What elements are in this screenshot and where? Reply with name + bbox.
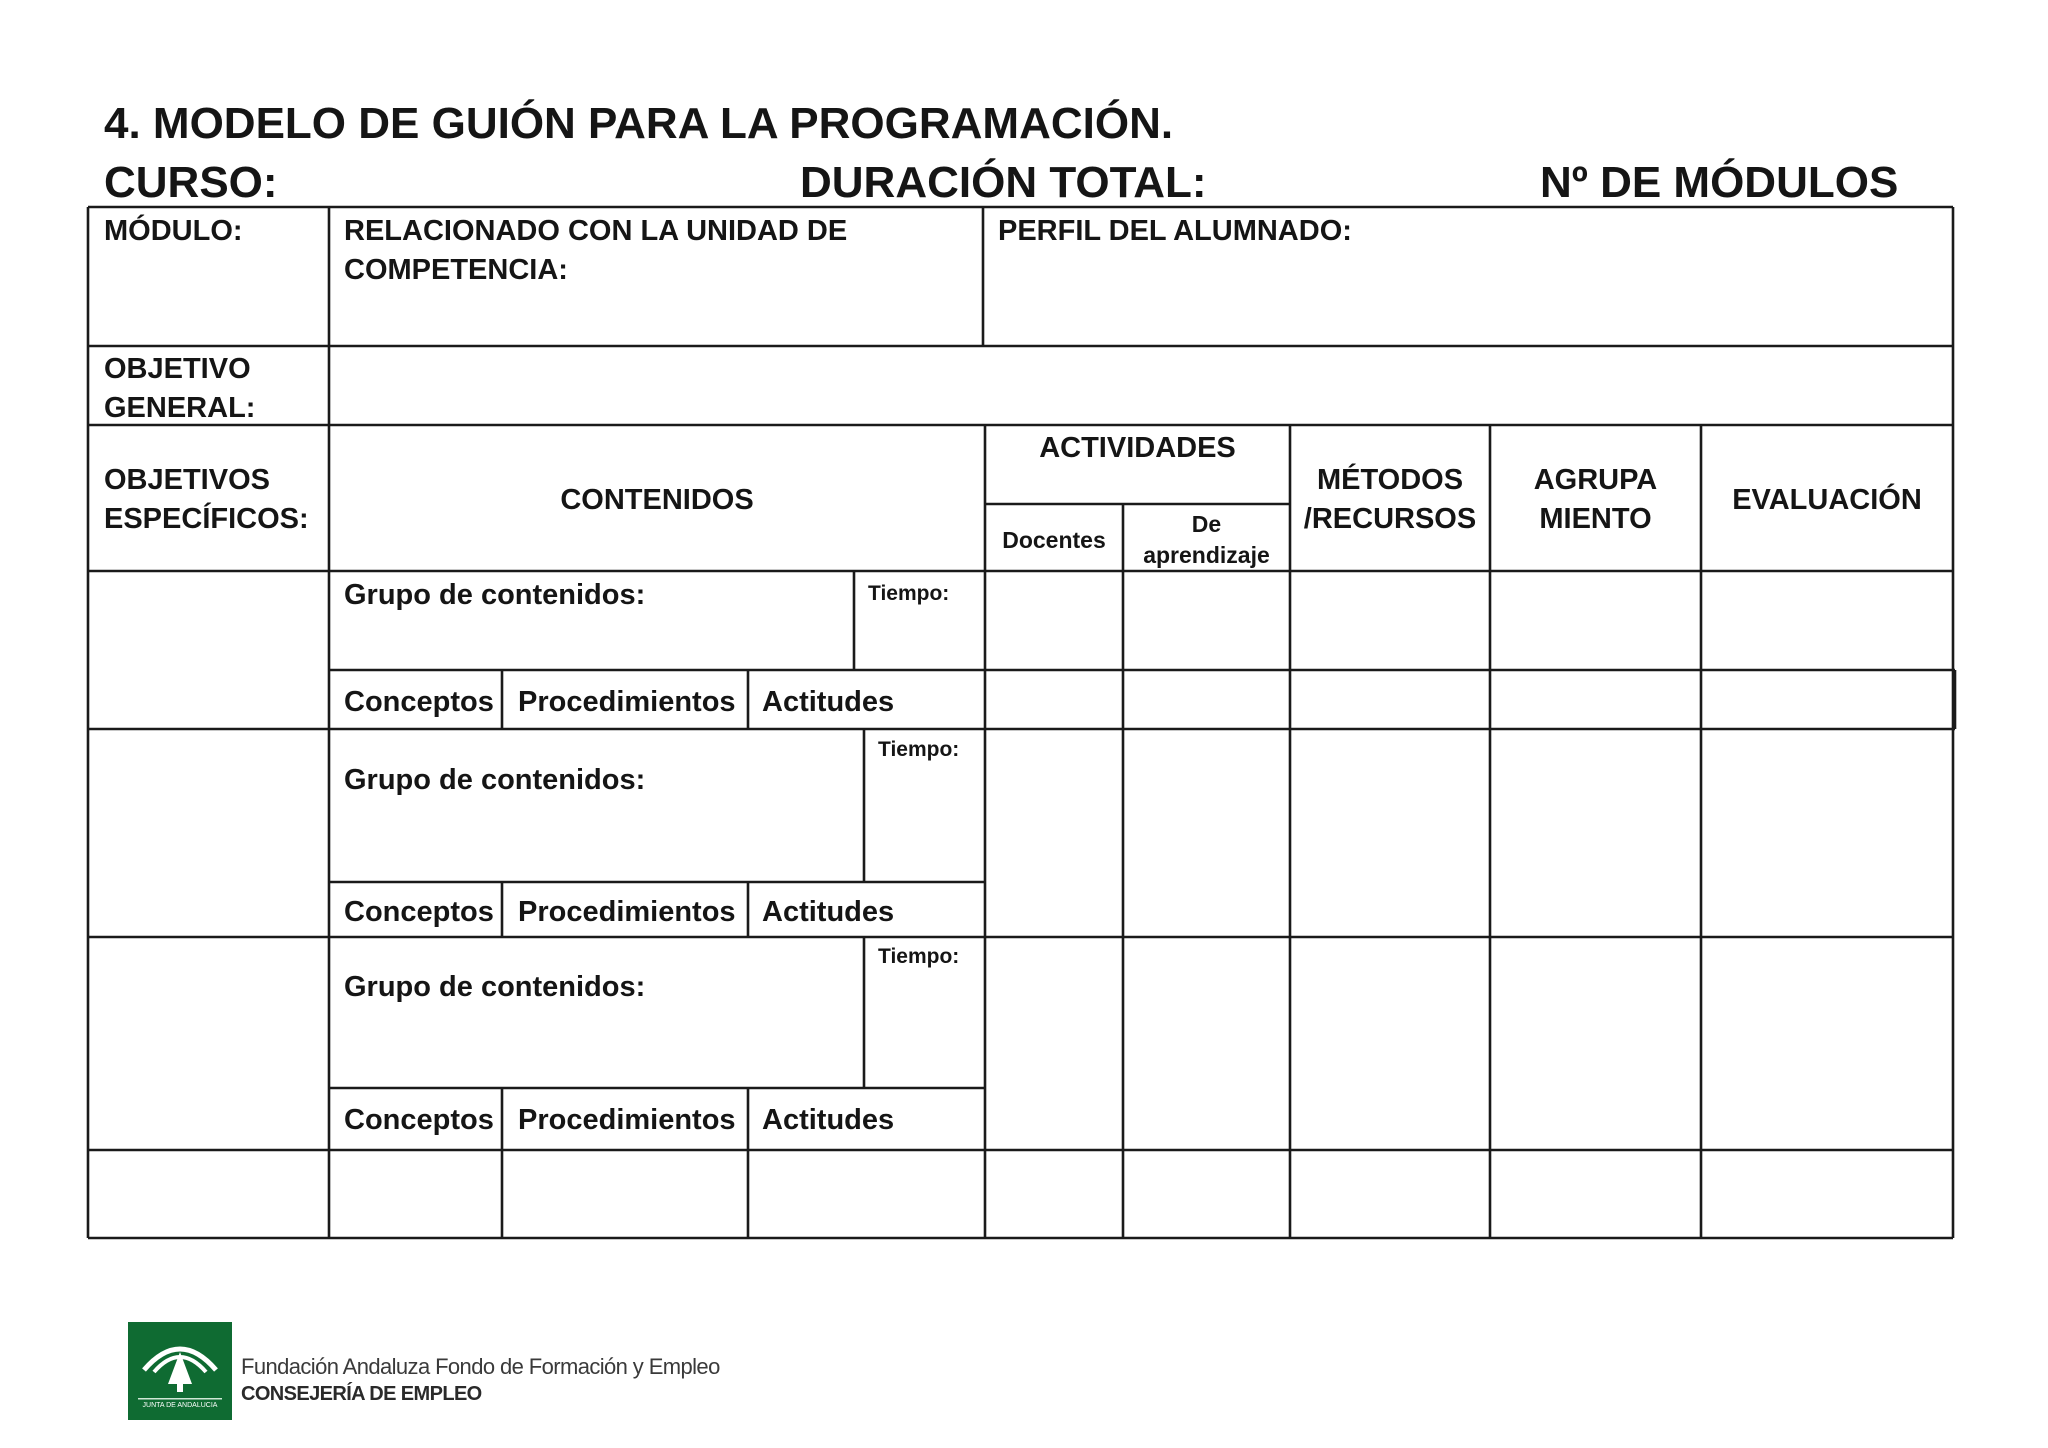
duracion-label: DURACIÓN TOTAL: <box>800 158 1207 207</box>
perfil-label: PERFIL DEL ALUMNADO: <box>998 215 1352 247</box>
procedimientos-label: Procedimientos <box>518 1104 736 1136</box>
objetivo-general-label-2: GENERAL: <box>104 392 256 424</box>
modulo-label: MÓDULO: <box>104 215 243 247</box>
agrupamiento-header-2: MIENTO <box>1539 503 1652 535</box>
aprendizaje-header: aprendizaje <box>1143 542 1270 568</box>
objetivos-especificos-label-2: ESPECÍFICOS: <box>104 503 309 535</box>
grupo-contenidos-label: Grupo de contenidos: <box>344 579 646 611</box>
relacionado-label-1: RELACIONADO CON LA UNIDAD DE <box>344 215 848 247</box>
actitudes-label: Actitudes <box>762 686 895 718</box>
procedimientos-label: Procedimientos <box>518 686 736 718</box>
actitudes-label: Actitudes <box>762 1104 895 1136</box>
footer-org-line1: Fundación Andaluza Fondo de Formación y Empleo <box>241 1354 720 1379</box>
logo-caption: JUNTA DE ANDALUCIA <box>142 1402 218 1409</box>
conceptos-label: Conceptos <box>344 896 494 928</box>
objetivo-general-label-1: OBJETIVO <box>104 353 251 385</box>
junta-andalucia-logo <box>128 1322 232 1420</box>
procedimientos-label: Procedimientos <box>518 896 736 928</box>
evaluacion-header: EVALUACIÓN <box>1732 484 1922 516</box>
curso-label: CURSO: <box>104 158 278 207</box>
grupo-contenidos-label: Grupo de contenidos: <box>344 971 646 1003</box>
objetivos-especificos-label-1: OBJETIVOS <box>104 464 270 496</box>
page-title: 4. MODELO DE GUIÓN PARA LA PROGRAMACIÓN. <box>104 99 1174 148</box>
grupo-contenidos-label: Grupo de contenidos: <box>344 764 646 796</box>
footer-org-line2: CONSEJERÍA DE EMPLEO <box>241 1383 482 1405</box>
relacionado-label-2: COMPETENCIA: <box>344 254 568 286</box>
tiempo-label: Tiempo: <box>868 582 950 605</box>
agrupamiento-header-1: AGRUPA <box>1533 464 1658 496</box>
conceptos-label: Conceptos <box>344 1104 494 1136</box>
metodos-header-2: /RECURSOS <box>1303 503 1477 535</box>
docentes-header: Docentes <box>1002 527 1106 553</box>
conceptos-label: Conceptos <box>344 686 494 718</box>
actividades-header: ACTIVIDADES <box>1039 432 1236 464</box>
tiempo-label: Tiempo: <box>878 945 960 968</box>
metodos-header-1: MÉTODOS <box>1316 464 1464 496</box>
tiempo-label: Tiempo: <box>878 738 960 761</box>
modulos-label: Nº DE MÓDULOS <box>1540 158 1899 207</box>
contenidos-header: CONTENIDOS <box>560 484 754 516</box>
de-header: De <box>1191 511 1222 537</box>
actitudes-label: Actitudes <box>762 896 895 928</box>
